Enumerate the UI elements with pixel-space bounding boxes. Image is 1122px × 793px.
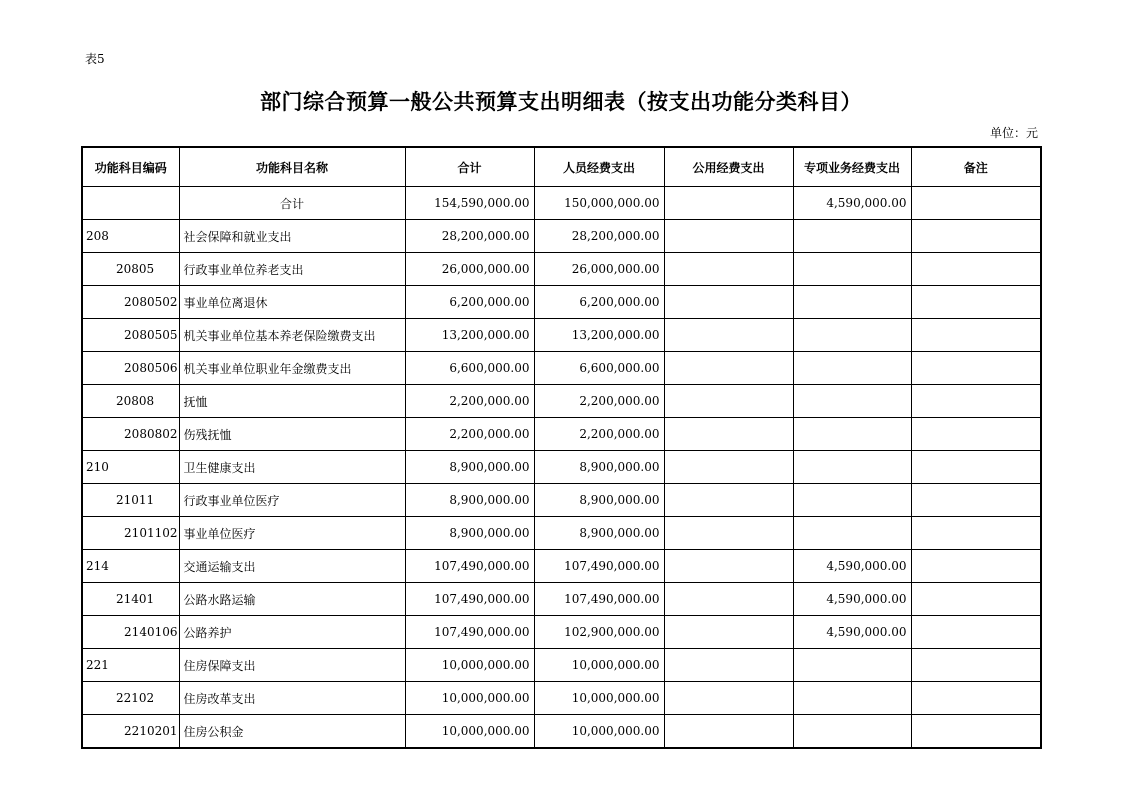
table-row	[82, 484, 1041, 517]
header-code: 功能科目编码	[82, 147, 179, 187]
cell-special	[793, 715, 911, 749]
cell-personnel: 150,000,000.00	[534, 187, 664, 220]
cell-code: 21401	[82, 583, 179, 616]
cell-personnel: 10,000,000.00	[534, 682, 664, 715]
cell-public	[664, 583, 793, 616]
cell-public	[664, 484, 793, 517]
cell-code: 221	[82, 649, 179, 682]
cell-total: 8,900,000.00	[405, 451, 534, 484]
cell-remark	[911, 286, 1041, 319]
cell-personnel: 2,200,000.00	[534, 418, 664, 451]
cell-special	[793, 286, 911, 319]
cell-special	[793, 484, 911, 517]
cell-personnel: 28,200,000.00	[534, 220, 664, 253]
cell-personnel: 26,000,000.00	[534, 253, 664, 286]
cell-remark	[911, 517, 1041, 550]
cell-total: 10,000,000.00	[405, 715, 534, 749]
cell-public	[664, 451, 793, 484]
cell-special	[793, 220, 911, 253]
cell-remark	[911, 385, 1041, 418]
cell-total: 13,200,000.00	[405, 319, 534, 352]
cell-total: 6,600,000.00	[405, 352, 534, 385]
cell-code: 210	[82, 451, 179, 484]
table-row	[82, 286, 1041, 319]
cell-code: 21011	[82, 484, 179, 517]
cell-name: 行政事业单位养老支出	[179, 253, 405, 286]
cell-name: 社会保障和就业支出	[179, 220, 405, 253]
cell-name: 住房保障支出	[179, 649, 405, 682]
cell-total: 8,900,000.00	[405, 517, 534, 550]
table-number: 表5	[85, 52, 105, 66]
cell-personnel: 8,900,000.00	[534, 517, 664, 550]
cell-remark	[911, 352, 1041, 385]
cell-special	[793, 319, 911, 352]
cell-personnel: 6,600,000.00	[534, 352, 664, 385]
cell-name: 事业单位离退休	[179, 286, 405, 319]
cell-code: 2210201	[82, 715, 179, 749]
table-row	[82, 385, 1041, 418]
cell-total: 10,000,000.00	[405, 682, 534, 715]
cell-total: 107,490,000.00	[405, 550, 534, 583]
cell-public	[664, 649, 793, 682]
cell-code	[82, 187, 179, 220]
cell-remark	[911, 583, 1041, 616]
cell-public	[664, 352, 793, 385]
cell-total: 8,900,000.00	[405, 484, 534, 517]
cell-name: 公路水路运输	[179, 583, 405, 616]
header-public: 公用经费支出	[664, 147, 793, 187]
cell-public	[664, 682, 793, 715]
table-row	[82, 583, 1041, 616]
cell-total: 28,200,000.00	[405, 220, 534, 253]
cell-public	[664, 616, 793, 649]
header-special: 专项业务经费支出	[793, 147, 911, 187]
table-row	[82, 550, 1041, 583]
cell-special	[793, 253, 911, 286]
cell-total: 26,000,000.00	[405, 253, 534, 286]
cell-name: 住房公积金	[179, 715, 405, 749]
cell-public	[664, 286, 793, 319]
cell-personnel: 8,900,000.00	[534, 484, 664, 517]
cell-remark	[911, 418, 1041, 451]
cell-name: 机关事业单位职业年金缴费支出	[179, 352, 405, 385]
cell-special	[793, 451, 911, 484]
cell-public	[664, 418, 793, 451]
cell-personnel: 107,490,000.00	[534, 583, 664, 616]
cell-total: 107,490,000.00	[405, 583, 534, 616]
header-total: 合计	[405, 147, 534, 187]
cell-total: 10,000,000.00	[405, 649, 534, 682]
cell-personnel: 10,000,000.00	[534, 715, 664, 749]
cell-remark	[911, 649, 1041, 682]
cell-name: 机关事业单位基本养老保险缴费支出	[179, 319, 405, 352]
table-row	[82, 682, 1041, 715]
cell-special	[793, 418, 911, 451]
cell-public	[664, 550, 793, 583]
table-row	[82, 649, 1041, 682]
cell-name: 公路养护	[179, 616, 405, 649]
table-row	[82, 517, 1041, 550]
cell-code: 208	[82, 220, 179, 253]
cell-total: 6,200,000.00	[405, 286, 534, 319]
header-row	[82, 147, 1041, 187]
cell-name: 伤残抚恤	[179, 418, 405, 451]
cell-special: 4,590,000.00	[793, 187, 911, 220]
cell-remark	[911, 187, 1041, 220]
cell-total: 107,490,000.00	[405, 616, 534, 649]
cell-personnel: 10,000,000.00	[534, 649, 664, 682]
cell-special: 4,590,000.00	[793, 583, 911, 616]
cell-public	[664, 715, 793, 749]
cell-code: 2080502	[82, 286, 179, 319]
cell-code: 22102	[82, 682, 179, 715]
header-personnel: 人员经费支出	[534, 147, 664, 187]
cell-remark	[911, 715, 1041, 749]
table-row	[82, 253, 1041, 286]
budget-table	[81, 146, 1042, 749]
table-row	[82, 616, 1041, 649]
cell-name: 抚恤	[179, 385, 405, 418]
cell-special	[793, 385, 911, 418]
table-row	[82, 352, 1041, 385]
cell-special	[793, 352, 911, 385]
cell-personnel: 6,200,000.00	[534, 286, 664, 319]
cell-code: 20808	[82, 385, 179, 418]
cell-public	[664, 253, 793, 286]
cell-total: 2,200,000.00	[405, 418, 534, 451]
cell-remark	[911, 220, 1041, 253]
table-row	[82, 451, 1041, 484]
cell-special	[793, 517, 911, 550]
table-row	[82, 715, 1041, 749]
cell-total: 154,590,000.00	[405, 187, 534, 220]
cell-special: 4,590,000.00	[793, 550, 911, 583]
cell-total: 2,200,000.00	[405, 385, 534, 418]
table-row	[82, 319, 1041, 352]
cell-personnel: 13,200,000.00	[534, 319, 664, 352]
cell-remark	[911, 616, 1041, 649]
cell-name: 行政事业单位医疗	[179, 484, 405, 517]
cell-personnel: 2,200,000.00	[534, 385, 664, 418]
cell-name: 住房改革支出	[179, 682, 405, 715]
unit-label: 单位：元	[989, 126, 1038, 140]
cell-remark	[911, 253, 1041, 286]
cell-name: 交通运输支出	[179, 550, 405, 583]
cell-public	[664, 220, 793, 253]
cell-remark	[911, 550, 1041, 583]
cell-name: 事业单位医疗	[179, 517, 405, 550]
cell-code: 214	[82, 550, 179, 583]
cell-special	[793, 649, 911, 682]
cell-public	[664, 187, 793, 220]
header-name: 功能科目名称	[179, 147, 405, 187]
cell-code: 2140106	[82, 616, 179, 649]
cell-code: 2101102	[82, 517, 179, 550]
page-title: 部门综合预算一般公共预算支出明细表（按支出功能分类科目）	[260, 90, 862, 114]
cell-public	[664, 517, 793, 550]
cell-remark	[911, 319, 1041, 352]
cell-personnel: 107,490,000.00	[534, 550, 664, 583]
cell-remark	[911, 484, 1041, 517]
total-row	[82, 187, 1041, 220]
cell-code: 2080506	[82, 352, 179, 385]
table-row	[82, 220, 1041, 253]
cell-remark	[911, 451, 1041, 484]
cell-personnel: 102,900,000.00	[534, 616, 664, 649]
cell-public	[664, 385, 793, 418]
cell-name: 卫生健康支出	[179, 451, 405, 484]
cell-code: 2080505	[82, 319, 179, 352]
cell-special	[793, 682, 911, 715]
header-remark: 备注	[911, 147, 1041, 187]
cell-name: 合计	[179, 187, 405, 220]
cell-public	[664, 319, 793, 352]
cell-code: 20805	[82, 253, 179, 286]
cell-special: 4,590,000.00	[793, 616, 911, 649]
cell-code: 2080802	[82, 418, 179, 451]
cell-remark	[911, 682, 1041, 715]
table-row	[82, 418, 1041, 451]
cell-personnel: 8,900,000.00	[534, 451, 664, 484]
